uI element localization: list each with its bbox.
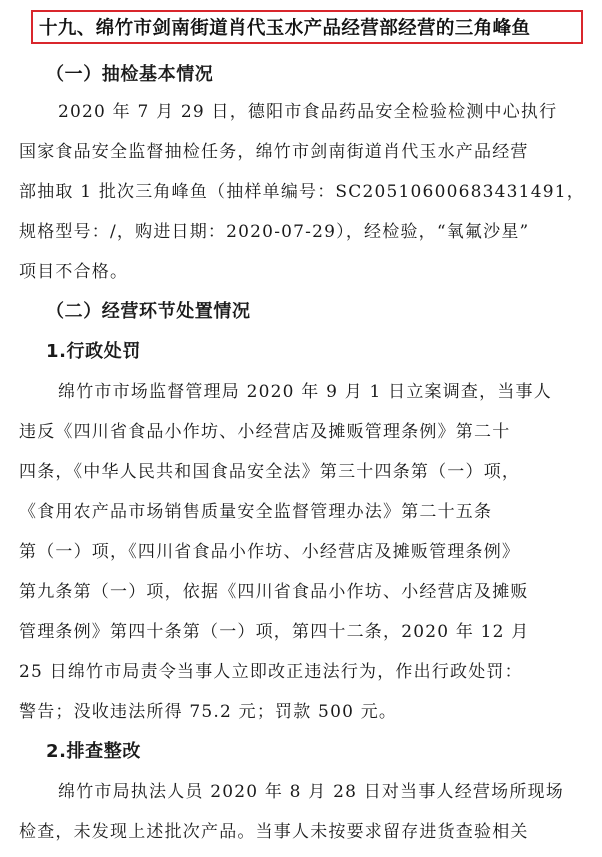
section1-line: 项目不合格。 (19, 262, 129, 282)
document-title: 十九、绵竹市剑南街道肖代玉水产品经营部经营的三角峰鱼 (39, 18, 531, 39)
sub1-line: 警告；没收违法所得 75.2 元；罚款 500 元。 (19, 702, 398, 722)
sub1-heading: 1.行政处罚 (46, 341, 141, 362)
sub1-line: 违反《四川省食品小作坊、小经营店及摊贩管理条例》第二十 (19, 422, 511, 442)
sub1-line: 绵竹市市场监督管理局 2020 年 9 月 1 日立案调查，当事人 (58, 382, 552, 402)
section1-line: 国家食品安全监督抽检任务，绵竹市剑南街道肖代玉水产品经营 (19, 142, 529, 162)
section1-line: 规格型号：/，购进日期：2020-07-29），经检验，“氧氟沙星” (19, 222, 530, 242)
sub2-line: 绵竹市局执法人员 2020 年 8 月 28 日对当事人经营场所现场 (58, 782, 564, 802)
sub1-line: 管理条例》第四十条第（一）项，第四十二条，2020 年 12 月 (19, 622, 530, 642)
sub2-heading: 2.排查整改 (46, 741, 141, 762)
section1-heading: （一）抽检基本情况 (46, 64, 214, 85)
sub2-line: 检查，未发现上述批次产品。当事人未按要求留存进货查验相关 (19, 822, 529, 842)
section1-line: 2020 年 7 月 29 日，德阳市食品药品安全检验检测中心执行 (58, 102, 558, 122)
sub1-line: 第九条第（一）项，依据《四川省食品小作坊、小经营店及摊贩 (19, 582, 529, 602)
sub1-line: 25 日绵竹市局责令当事人立即改正违法行为，作出行政处罚： (19, 662, 523, 682)
title-highlight-box (31, 10, 583, 44)
section1-line: 部抽取 1 批次三角峰鱼（抽样单编号：SC20510600683431491， (19, 182, 585, 202)
sub1-line: 《食用农产品市场销售质量安全监督管理办法》第二十五条 (19, 502, 493, 522)
sub1-line: 四条，《中华人民共和国食品安全法》第三十四条第（一）项， (19, 462, 521, 482)
sub1-line: 第（一）项，《四川省食品小作坊、小经营店及摊贩管理条例》 (19, 542, 521, 562)
section2-heading: （二）经营环节处置情况 (46, 301, 251, 322)
